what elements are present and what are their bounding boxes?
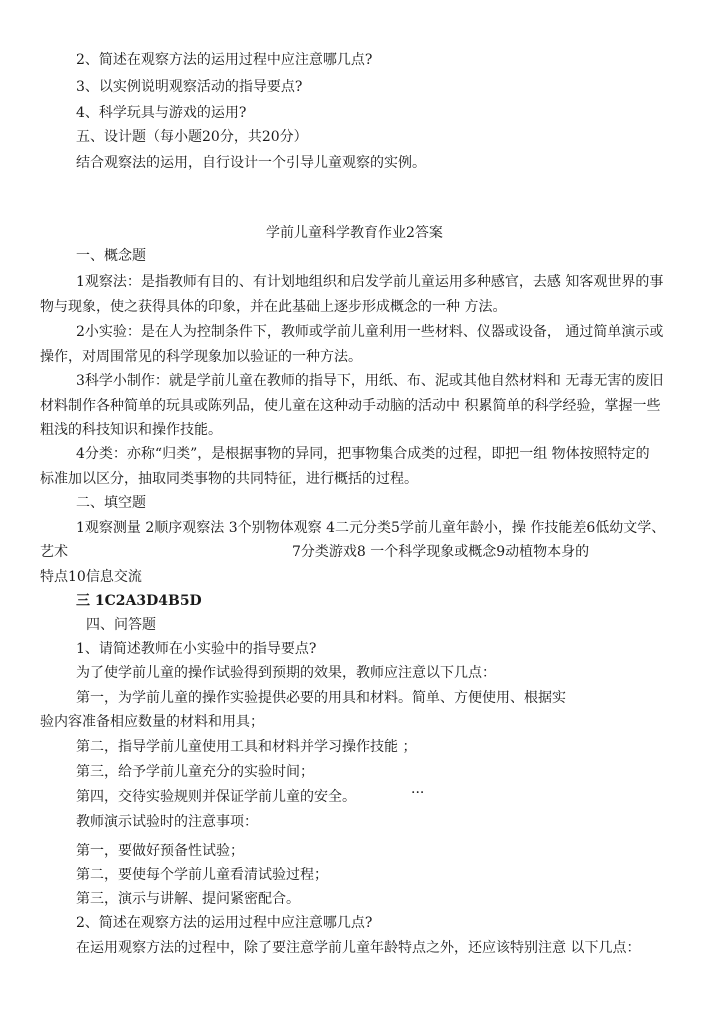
fill-line-3: 特点10信息交流 — [40, 569, 142, 585]
fill-line-2-start: 艺术 — [40, 544, 68, 560]
answer-title: 学前儿童科学教育作业2答案 — [266, 225, 443, 241]
concepts-heading: 一、概念题 — [76, 248, 146, 264]
concept-2-line-2: 操作，对周围常见的科学现象加以验证的一种方法。 — [40, 349, 362, 365]
qa-point-1-line-2: 验内容准备相应数量的材料和用具； — [40, 714, 264, 730]
concept-3-line-1: 3科学小制作：就是学前儿童在教师的指导下，用纸、布、泥或其他自然材料和 无毒无害的废旧 — [76, 373, 664, 389]
qa-point-3: 第三，给予学前儿童充分的实验时间； — [76, 764, 314, 780]
concept-3-line-3: 粗浅的科技知识和操作技能。 — [40, 422, 222, 438]
question-3: 3、以实例说明观察活动的指导要点? — [76, 79, 303, 95]
qa-question-1: 1、请简述教师在小实验中的指导要点? — [76, 641, 317, 657]
qa-question-2-answer: 在运用观察方法的过程中，除了要注意学前儿童年龄特点之外，还应该特别注意 以下几点： — [76, 940, 641, 956]
concept-3-line-2: 材料制作各种简单的玩具或陈列品，使儿童在这种动手动脑的活动中 积累简单的科学经验，掌握一些 — [40, 398, 661, 414]
qa-question-2: 2、简述在观察方法的运用过程中应注意哪几点? — [76, 915, 373, 931]
concept-1-line-2: 物与现象，使之获得具体的印象，并在此基础上逐步形成概念的一种 方法。 — [40, 299, 507, 315]
concept-4-line-2: 标准加以区分，抽取同类事物的共同特征，进行概括的过程。 — [40, 471, 418, 487]
design-question: 结合观察法的运用，自行设计一个引导儿童观察的实例。 — [76, 155, 426, 171]
section-5-heading: 五、设计题（每小题20分，共20分） — [76, 129, 308, 145]
ellipsis-mark: ··· — [411, 785, 425, 801]
fill-line-2-end: 7分类游戏8 一个科学现象或概念9动植物本身的 — [292, 544, 590, 560]
concept-1-line-1: 1观察法：是指教师有目的、有计划地组织和启发学前儿童运用多种感官，去感 知客观世界的事 — [76, 274, 664, 290]
question-4: 4、科学玩具与游戏的运用? — [76, 105, 247, 121]
qa-heading: 四、问答题 — [86, 617, 156, 633]
qa-intro: 为了使学前儿童的操作试验得到预期的效果，教师应注意以下几点： — [76, 665, 496, 681]
choice-answers: 三 1C2A3D4B5D — [76, 593, 202, 609]
fill-line-1: 1观察测量 2顺序观察法 3个别物体观察 4二元分类5学前儿童年龄小，操 作技能差6低幼文学、 — [76, 520, 666, 536]
qa-demo-3: 第三，演示与讲解、提问紧密配合。 — [76, 891, 300, 907]
qa-point-4: 第四，交待实验规则并保证学前儿童的安全。 — [76, 789, 356, 805]
qa-point-2: 第二，指导学前儿童使用工具和材料并学习操作技能 ； — [76, 739, 417, 755]
qa-demo-1: 第一，要做好预备性试验； — [76, 843, 244, 859]
concept-2-line-1: 2小实验：是在人为控制条件下，教师或学前儿童利用一些材料、仪器或设备， 通过简单演示或 — [76, 324, 664, 340]
concept-4-line-1: 4分类：亦称“归类”，是根据事物的异同，把事物集合成类的过程，即把一组 物体按照特定的 — [76, 446, 650, 462]
qa-demo-2: 第二，要使每个学前儿童看清试验过程； — [76, 867, 328, 883]
qa-demo-heading: 教师演示试验时的注意事项： — [76, 814, 258, 830]
qa-point-1-line-1: 第一，为学前儿童的操作实验提供必要的用具和材料。简单、方便使用、根据实 — [76, 690, 566, 706]
fill-heading: 二、填空题 — [76, 495, 146, 511]
question-2: 2、简述在观察方法的运用过程中应注意哪几点? — [76, 52, 373, 68]
